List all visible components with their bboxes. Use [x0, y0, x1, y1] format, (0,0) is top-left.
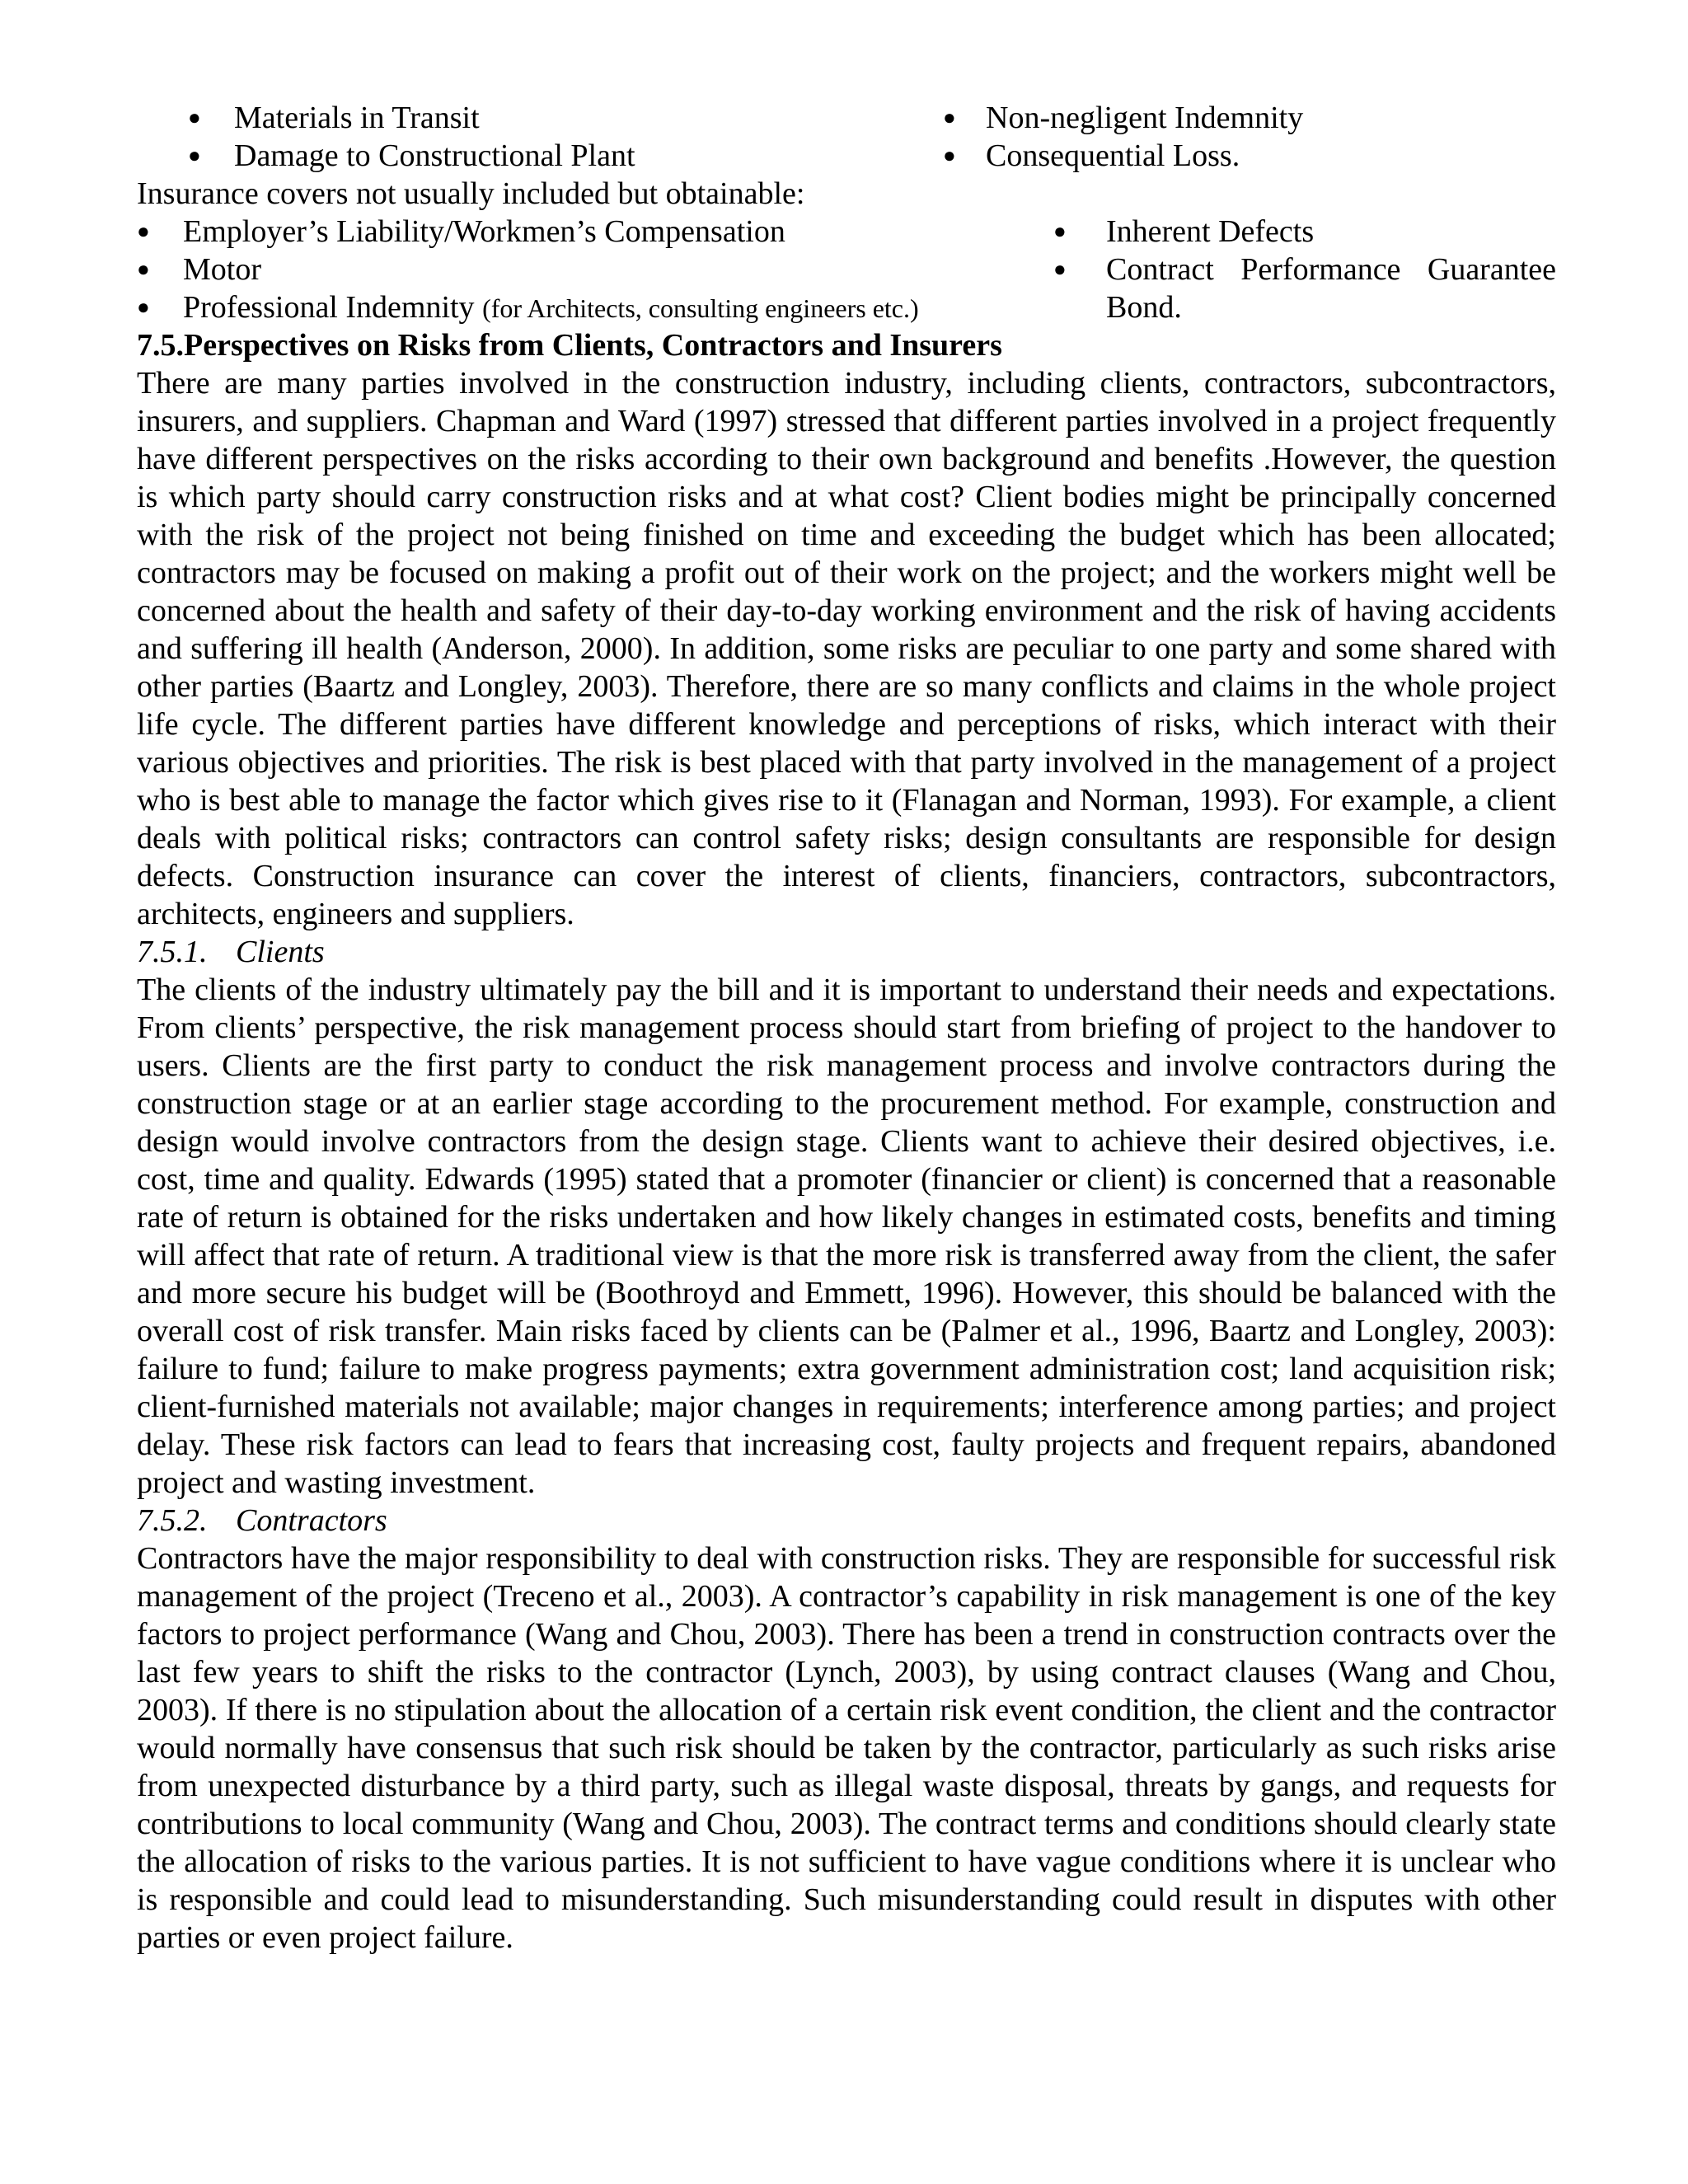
contractors-subheading-title: Contractors [236, 1503, 387, 1538]
page-content [137, 99, 1556, 1957]
bullet-icon: ● [137, 257, 150, 281]
included-covers-left [137, 99, 635, 175]
list-item: ● Materials in Transit [188, 101, 480, 135]
list-item: ● Consequential Loss. [943, 138, 1240, 173]
obtainable-covers-left [137, 213, 1043, 327]
included-covers-list [137, 99, 1556, 175]
bullet-icon: ● [1053, 257, 1067, 281]
clients-paragraph: The clients of the industry ultimately pay the bill and it is important to understand their needs and expectations. From clients’ perspective, the risk management process should start from briefing of project to the handover to users. Clients are the first party to conduct the risk management process and involve contractors during the construction stage or at an earlier stage according to the procurement method. For example, construction and design would involve contractors from the design stage. Clients want to achieve their desired objectives, i.e. cost, time and quality. Edwards (1995) stated that a promoter (financier or client) is concerned that a reasonable rate of return is obtained for the risks undertaken and how likely changes in estimated costs, benefits and timing will affect that rate of return. A traditional view is that the more risk is transferred away from the client, the safer and more secure his budget will be (Boothroyd and Emmett, 1996). However, this should be balanced with the overall cost of risk transfer. Main risks faced by clients can be (Palmer et al., 1996, Baartz and Longley, 2003): failure to fund; failure to make progress payments; extra government administration cost; land acquisition risk; client-furnished materials not available; major changes in requirements; interference among parties; and project delay. These risk factors can lead to fears that increasing cost, faulty projects and frequent repairs, abandoned project and wasting investment. [137, 972, 1556, 1500]
bullet-icon: ● [137, 295, 150, 319]
contractors-paragraph: Contractors have the major responsibility to deal with construction risks. They are responsible for successful risk management of the project (Treceno et al., 2003). A contractor’s capability in risk management is one of the key factors to project performance (Wang and Chou, 2003). There has been a trend in construction contracts over the last few years to shift the risks to the contractor (Lynch, 2003), by using contract clauses (Wang and Chou, 2003). If there is no stipulation about the allocation of a certain risk event condition, the client and the contractor would normally have consensus that such risk should be taken by the contractor, particularly as such risks arise from unexpected disturbance by a third party, such as illegal waste disposal, threats by gangs, and requests for contributions to local community (Wang and Chou, 2003). The contract terms and conditions should clearly state the allocation of risks to the various parties. It is not sufficient to have vague conditions where it is unclear who is responsible and could lead to misunderstanding. Such misunderstanding could result in disputes with other parties or even project failure. [137, 1541, 1556, 1955]
section-intro-paragraph: There are many parties involved in the construction industry, including clients, contractors, subcontractors, insurers, and suppliers. Chapman and Ward (1997) stressed that different parties involved in a project frequently have different perspectives on the risks according to their own background and benefits .However, the question is which party should carry construction risks and at what cost? Client bodies might be principally concerned with the risk of the project not being finished on time and exceeding the budget which has been allocated; contractors may be focused on making a profit out of their work on the project; and the workers might well be concerned about the health and safety of their day-to-day working environment and the risk of having accidents and suffering ill health (Anderson, 2000). In addition, some risks are peculiar to one party and some shared with other parties (Baartz and Longley, 2003). Therefore, there are so many conflicts and claims in the whole project life cycle. The different parties have different knowledge and perceptions of risks, which interact with their various objectives and priorities. The risk is best placed with that party involved in the management of a project who is best able to manage the factor which gives rise to it (Flanagan and Norman, 1993). For example, a client deals with political risks; contractors can control safety risks; design consultants are responsible for design defects. Construction insurance can cover the interest of clients, financiers, contractors, subcontractors, architects, engineers and suppliers. [137, 366, 1556, 931]
clients-subheading-title: Clients [236, 935, 325, 969]
list-item: ● Contract Performance Guarantee Bond. [1053, 252, 1556, 325]
obtainable-covers-list [137, 213, 1556, 326]
list-item: ● Damage to Constructional Plant [188, 138, 635, 173]
clients-subheading-number: 7.5.1. [137, 935, 208, 969]
bullet-icon: ● [188, 105, 201, 129]
list-item: ● Inherent Defects [1053, 214, 1315, 249]
bullet-icon: ● [137, 219, 150, 243]
obtainable-covers-right [1053, 213, 1556, 326]
bullet-icon: ● [188, 143, 201, 167]
list-item: ● Non-negligent Indemnity [943, 101, 1304, 135]
professional-indemnity-note: (for Architects, consulting engineers etc.) [482, 293, 919, 323]
bullet-icon: ● [1053, 219, 1067, 243]
list-item: ● Employer’s Liability/Workmen’s Compensation [137, 214, 785, 249]
obtainable-intro: Insurance covers not usually included but obtainable: [137, 176, 805, 211]
bullet-icon: ● [943, 105, 956, 129]
contractors-subheading-number: 7.5.2. [137, 1503, 208, 1538]
contractors-subheading [137, 1502, 1556, 1540]
list-item: ● Professional Indemnity (for Architects, consulting engineers etc.) [137, 290, 919, 325]
bullet-icon: ● [943, 143, 956, 167]
clients-subheading [137, 933, 1556, 971]
included-covers-right [943, 99, 1303, 175]
section-heading: 7.5.Perspectives on Risks from Clients, Contractors and Insurers [137, 328, 1002, 363]
list-item: ● Motor [137, 252, 261, 287]
